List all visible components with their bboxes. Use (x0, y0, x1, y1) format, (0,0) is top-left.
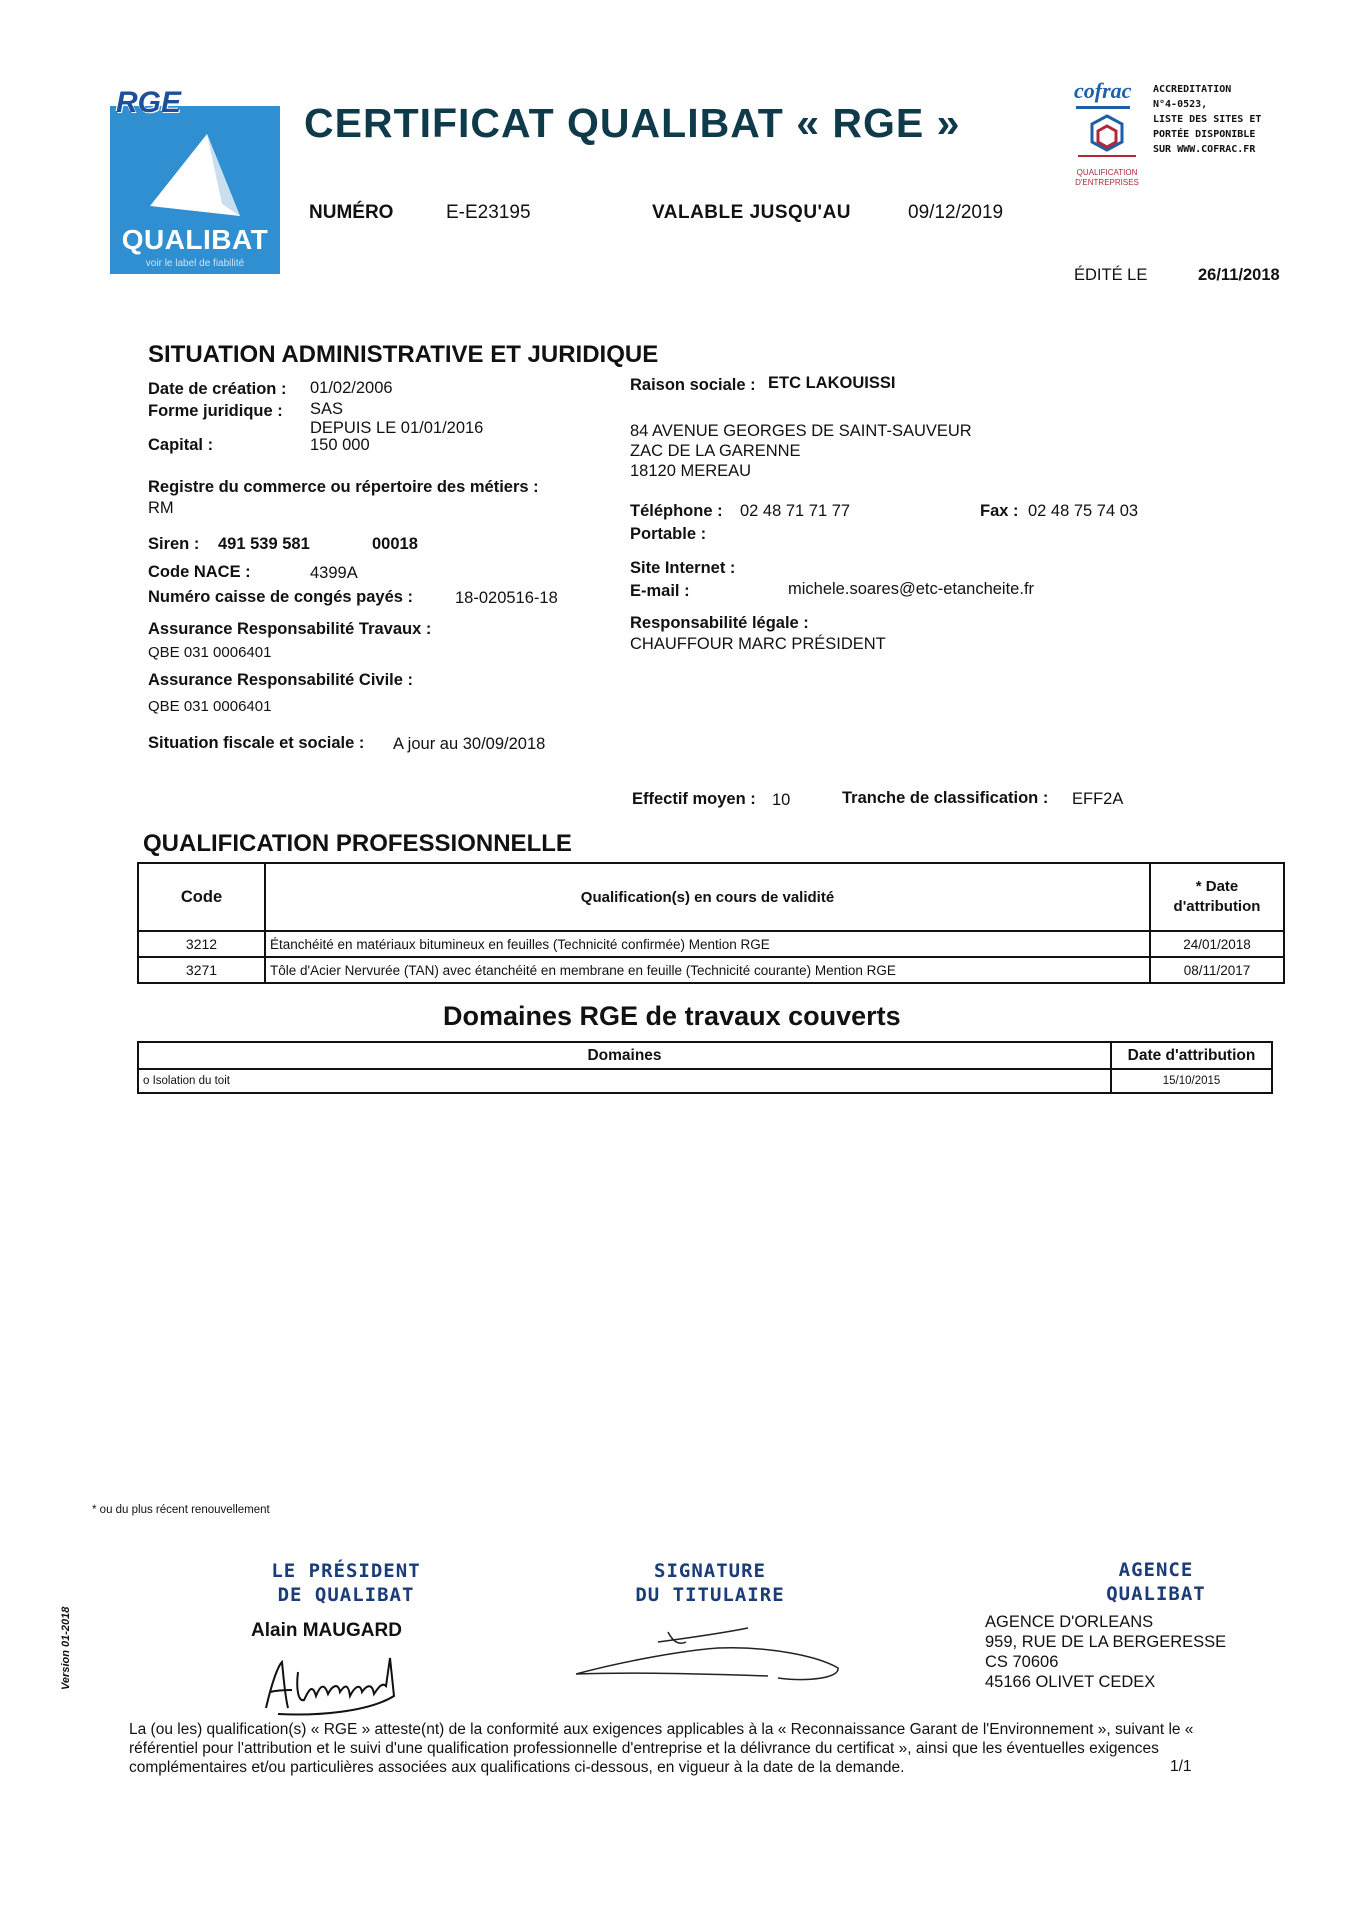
titulaire-signature (568, 1612, 868, 1692)
row-label: o Isolation du toit (138, 1069, 1111, 1093)
col-domaines: Domaines (138, 1042, 1111, 1069)
cofrac-subtitle: QUALIFICATION D'ENTREPRISES (1075, 168, 1139, 187)
titulaire-heading (600, 1559, 820, 1607)
fax-label: Fax : (980, 502, 1019, 520)
portable-label: Portable : (630, 525, 707, 543)
edite-label: ÉDITÉ LE (1074, 266, 1148, 284)
col-date-line-2: d'attribution (1173, 898, 1261, 915)
agence-address-line: 959, RUE DE LA BERGERESSE (985, 1633, 1227, 1651)
email-value: michele.soares@etc-etancheite.fr (788, 580, 1035, 598)
certificate-title: CERTIFICAT QUALIBAT « RGE » (304, 100, 961, 146)
row-date: 15/10/2015 (1111, 1069, 1272, 1093)
fax-value: 02 48 75 74 03 (1028, 502, 1139, 520)
footnote: * ou du plus récent renouvellement (92, 1504, 270, 1516)
effectif-label: Effectif moyen : (632, 790, 756, 808)
date-creation-value: 01/02/2006 (310, 379, 393, 397)
edite-value: 26/11/2018 (1198, 266, 1280, 284)
ass-civile-label: Assurance Responsabilité Civile : (148, 671, 414, 689)
agence-address-line: 45166 OLIVET CEDEX (985, 1673, 1156, 1691)
col-date-line-1: * Date (1195, 878, 1239, 895)
row-code: 3271 (138, 957, 265, 983)
responsabilite-value: CHAUFFOUR MARC PRÉSIDENT (630, 635, 886, 653)
legal-text (129, 1720, 1193, 1777)
ass-travaux-label: Assurance Responsabilité Travaux : (148, 620, 432, 638)
president-heading-line-2: DE QUALIBAT (277, 1584, 415, 1606)
legal-line: complémentaires et/ou particulières associées aux qualifications ci-dessous, en vigueur à la date de la demande. (129, 1759, 905, 1776)
rge-logo-text: RGE (116, 86, 182, 119)
registre-label: Registre du commerce ou répertoire des métiers : (148, 478, 539, 496)
col-qualification: Qualification(s) en cours de validité (265, 863, 1150, 931)
telephone-label: Téléphone : (630, 502, 723, 520)
nace-label: Code NACE : (148, 563, 251, 581)
conges-label: Numéro caisse de congés payés : (148, 588, 414, 606)
agence-address-line: AGENCE D'ORLEANS (985, 1613, 1154, 1631)
raison-label: Raison sociale : (630, 376, 756, 394)
forme-value: SAS (310, 400, 344, 418)
effectif-value: 10 (772, 791, 791, 809)
logo-tagline: voir le label de fiabilité (145, 258, 245, 269)
table-row (138, 931, 1284, 957)
tranche-value: EFF2A (1072, 790, 1124, 808)
col-date-attribution: Date d'attribution (1111, 1042, 1272, 1069)
admin-heading: SITUATION ADMINISTRATIVE ET JURIDIQUE (148, 341, 659, 368)
pyramid-icon (110, 106, 280, 226)
cofrac-logo (1072, 78, 1142, 194)
ass-civile-value: QBE 031 0006401 (148, 698, 272, 715)
address-line-2: ZAC DE LA GARENNE (630, 442, 801, 460)
accreditation-line: N°4-0523, (1153, 99, 1208, 110)
cofrac-wordmark: cofrac (1074, 78, 1132, 103)
col-code: Code (138, 863, 265, 931)
col-date-attribution (1150, 863, 1284, 931)
siren-value: 491 539 581 (218, 535, 310, 553)
numero-value: E-E23195 (446, 202, 531, 223)
agence-address (985, 1612, 1226, 1692)
president-heading (226, 1559, 466, 1607)
raison-value: ETC LAKOUISSI (768, 374, 896, 392)
address-line-1: 84 AVENUE GEORGES DE SAINT-SAUVEUR (630, 422, 972, 440)
row-date: 24/01/2018 (1150, 931, 1284, 957)
forme-since: DEPUIS LE 01/01/2016 (310, 419, 484, 437)
telephone-value: 02 48 71 71 77 (740, 502, 851, 520)
forme-label: Forme juridique : (148, 402, 283, 420)
titulaire-heading-line-1: SIGNATURE (654, 1560, 766, 1582)
date-creation-label: Date de création : (148, 380, 287, 398)
capital-value: 150 000 (310, 436, 370, 454)
president-name: Alain MAUGARD (251, 1620, 402, 1641)
fiscale-value: A jour au 30/09/2018 (393, 735, 546, 753)
president-signature (258, 1652, 428, 1722)
agence-heading-line-1: AGENCE (1118, 1559, 1194, 1581)
qualification-table (137, 862, 1285, 984)
version-label: Version 01-2018 (60, 1606, 72, 1690)
fiscale-label: Situation fiscale et sociale : (148, 734, 365, 752)
conges-value: 18-020516-18 (455, 589, 558, 607)
accreditation-line: PORTÉE DISPONIBLE (1153, 129, 1256, 140)
registre-value: RM (148, 499, 174, 517)
agence-heading-line-2: QUALIBAT (1106, 1583, 1206, 1605)
qualibat-rge-logo (110, 86, 280, 274)
qualification-heading: QUALIFICATION PROFESSIONNELLE (143, 830, 572, 857)
agence-heading (1046, 1558, 1266, 1606)
tranche-label: Tranche de classification : (842, 789, 1049, 807)
table-row (138, 957, 1284, 983)
legal-line: La (ou les) qualification(s) « RGE » atteste(nt) de la conformité aux exigences applicables à la « Reconnaissance Garant de l'Environnement », suivant le « (129, 1721, 1194, 1738)
siren-suffix: 00018 (372, 535, 418, 553)
nace-value: 4399A (310, 564, 358, 582)
domaines-table (137, 1041, 1273, 1094)
row-date: 08/11/2017 (1150, 957, 1284, 983)
page-number: 1/1 (1170, 1758, 1192, 1775)
capital-label: Capital : (148, 436, 214, 454)
accreditation-line: SUR WWW.COFRAC.FR (1153, 144, 1256, 155)
table-row (138, 1069, 1272, 1093)
valable-value: 09/12/2019 (908, 202, 1004, 223)
responsabilite-label: Responsabilité légale : (630, 614, 809, 632)
row-code: 3212 (138, 931, 265, 957)
email-label: E-mail : (630, 582, 690, 600)
president-heading-line-1: LE PRÉSIDENT (271, 1560, 421, 1582)
titulaire-heading-line-2: DU TITULAIRE (635, 1584, 785, 1606)
table-header-row (138, 1042, 1272, 1069)
row-label: Tôle d'Acier Nervurée (TAN) avec étanchéité en membrane en feuille (Technicité courante) Mention RGE (265, 957, 1150, 983)
valable-label: VALABLE JUSQU'AU (652, 202, 852, 223)
agence-address-line: CS 70606 (985, 1653, 1059, 1671)
site-internet-label: Site Internet : (630, 559, 736, 577)
accreditation-text (1153, 82, 1261, 157)
qualibat-brand: QUALIBAT (121, 224, 269, 255)
numero-label: NUMÉRO (309, 202, 394, 223)
address-line-3: 18120 MEREAU (630, 462, 752, 480)
siren-label: Siren : (148, 535, 200, 553)
legal-line: référentiel pour l'attribution et le suivi d'une qualification professionnelle d'entreprise et la délivrance du certificat », ainsi que les éventuelles exigences (129, 1740, 1159, 1757)
accreditation-line: ACCREDITATION (1153, 84, 1232, 95)
hexagon-icon (1072, 104, 1142, 168)
accreditation-line: LISTE DES SITES ET (1153, 114, 1262, 125)
domaines-heading: Domaines RGE de travaux couverts (443, 1001, 901, 1031)
table-header-row (138, 863, 1284, 931)
row-label: Étanchéité en matériaux bitumineux en feuilles (Technicité confirmée) Mention RGE (265, 931, 1150, 957)
ass-travaux-value: QBE 031 0006401 (148, 644, 272, 661)
